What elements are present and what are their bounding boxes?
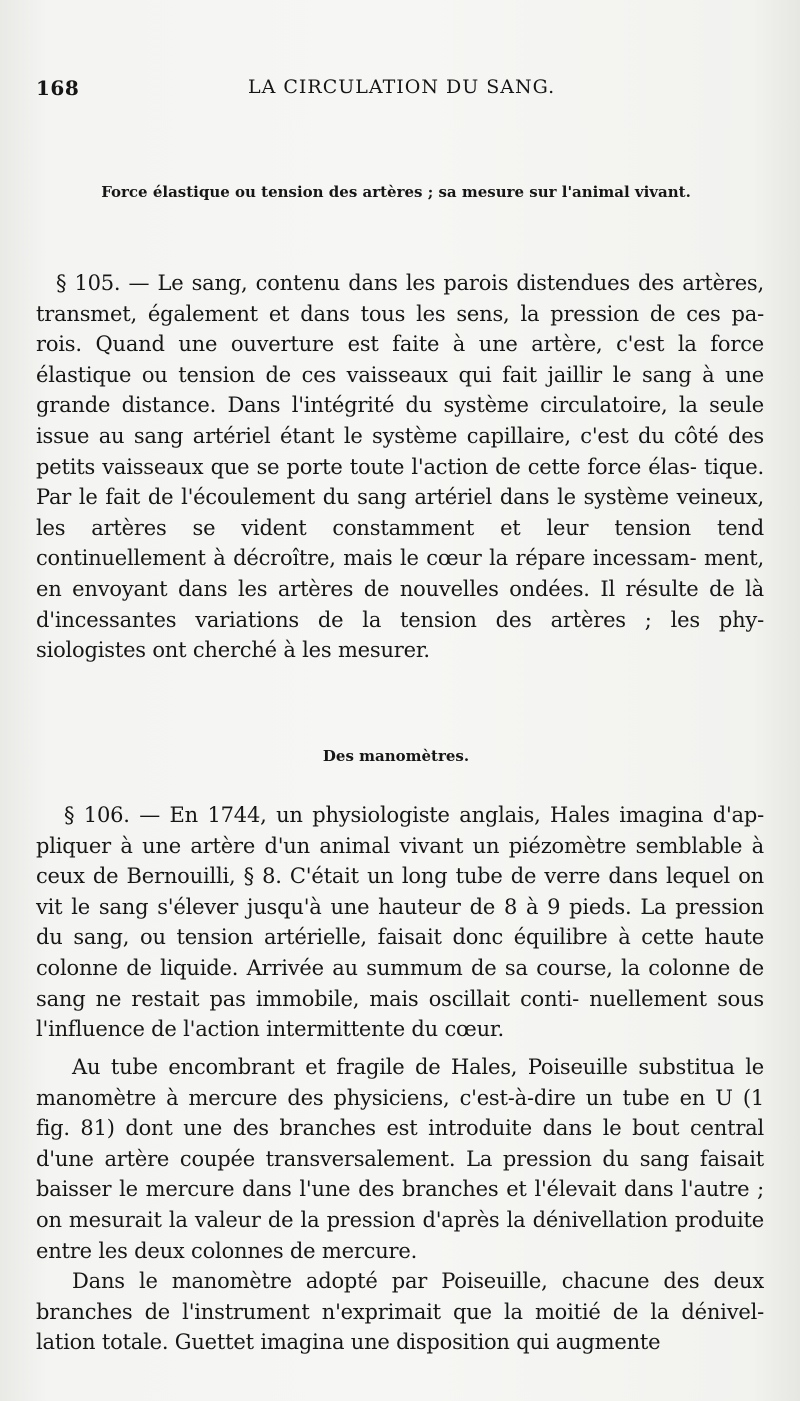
paragraph-manometre: Dans le manomètre adopté par Poiseuille, chacune des deux branches de l'instrument n'exprimait que la moitié de la dénivel- lation totale. Guettet imagina une disposition qui augmente — [36, 1269, 764, 1355]
section-heading-manometres: Des manomètres. — [322, 747, 470, 765]
paragraph-105: § 105. — Le sang, contenu dans les parois distendues des artères, transmet, également et dans tous les sens, la pression de ces pa- rois. Quand une ouverture est faite à une artère, c'est la force élastique ou tension de ces vaisseaux qui fait jaillir le sang à une grande distance. Dans l'intégrité du système circulatoire, la seule issue au sang artériel étant le système capillaire, c'est du côté des petits vaisseaux que se porte toute l'action de cette force élas- tique. Par le fait de l'écoulement du sang artériel dans le système veineux, les artères se vident constamment et leur tension tend continuellement à décroître, mais le cœur la répare incessam- ment, en envoyant dans les artères de nouvelles ondées. Il résulte de là d'incessantes variations de la tension des artères ; les phy- siologistes ont cherché à les mesurer. — [36, 271, 764, 663]
section-heading-force-elastique: Force élastique ou tension des artères ; sa mesure sur l'animal vivant. — [101, 183, 691, 201]
paragraph-poiseuille: Au tube encombrant et fragile de Hales, Poiseuille substitua le manomètre à mercure des physiciens, c'est-à-dire un tube en U (1 fig. 81) dont une des branches est introduite dans le bout central d'une artère coupée transversalement. La pression du sang faisait baisser le mercure dans l'une des branches et l'élevait dans l'autre ; on mesurait la valeur de la pression d'après la dénivellation produite entre les deux colonnes de mercure. — [36, 1055, 764, 1263]
running-title: LA CIRCULATION DU SANG. — [248, 76, 556, 98]
page-number: 168 — [36, 76, 80, 100]
paragraph-106: § 106. — En 1744, un physiologiste anglais, Hales imagina d'ap- pliquer à une artère d'un animal vivant un piézomètre semblable à ceux de Bernouilli, § 8. C'était un long tube de verre dans lequel on vit le sang s'élever jusqu'à une hauteur de 8 à 9 pieds. La pression du sang, ou tension artérielle, faisait donc équilibre à cette haute colonne de liquide. Arrivée au summum de sa course, la colonne de sang ne restait pas immobile, mais oscillait conti- nuellement sous l'influence de l'action intermittente du cœur. — [36, 803, 764, 1042]
page-header — [36, 76, 766, 104]
